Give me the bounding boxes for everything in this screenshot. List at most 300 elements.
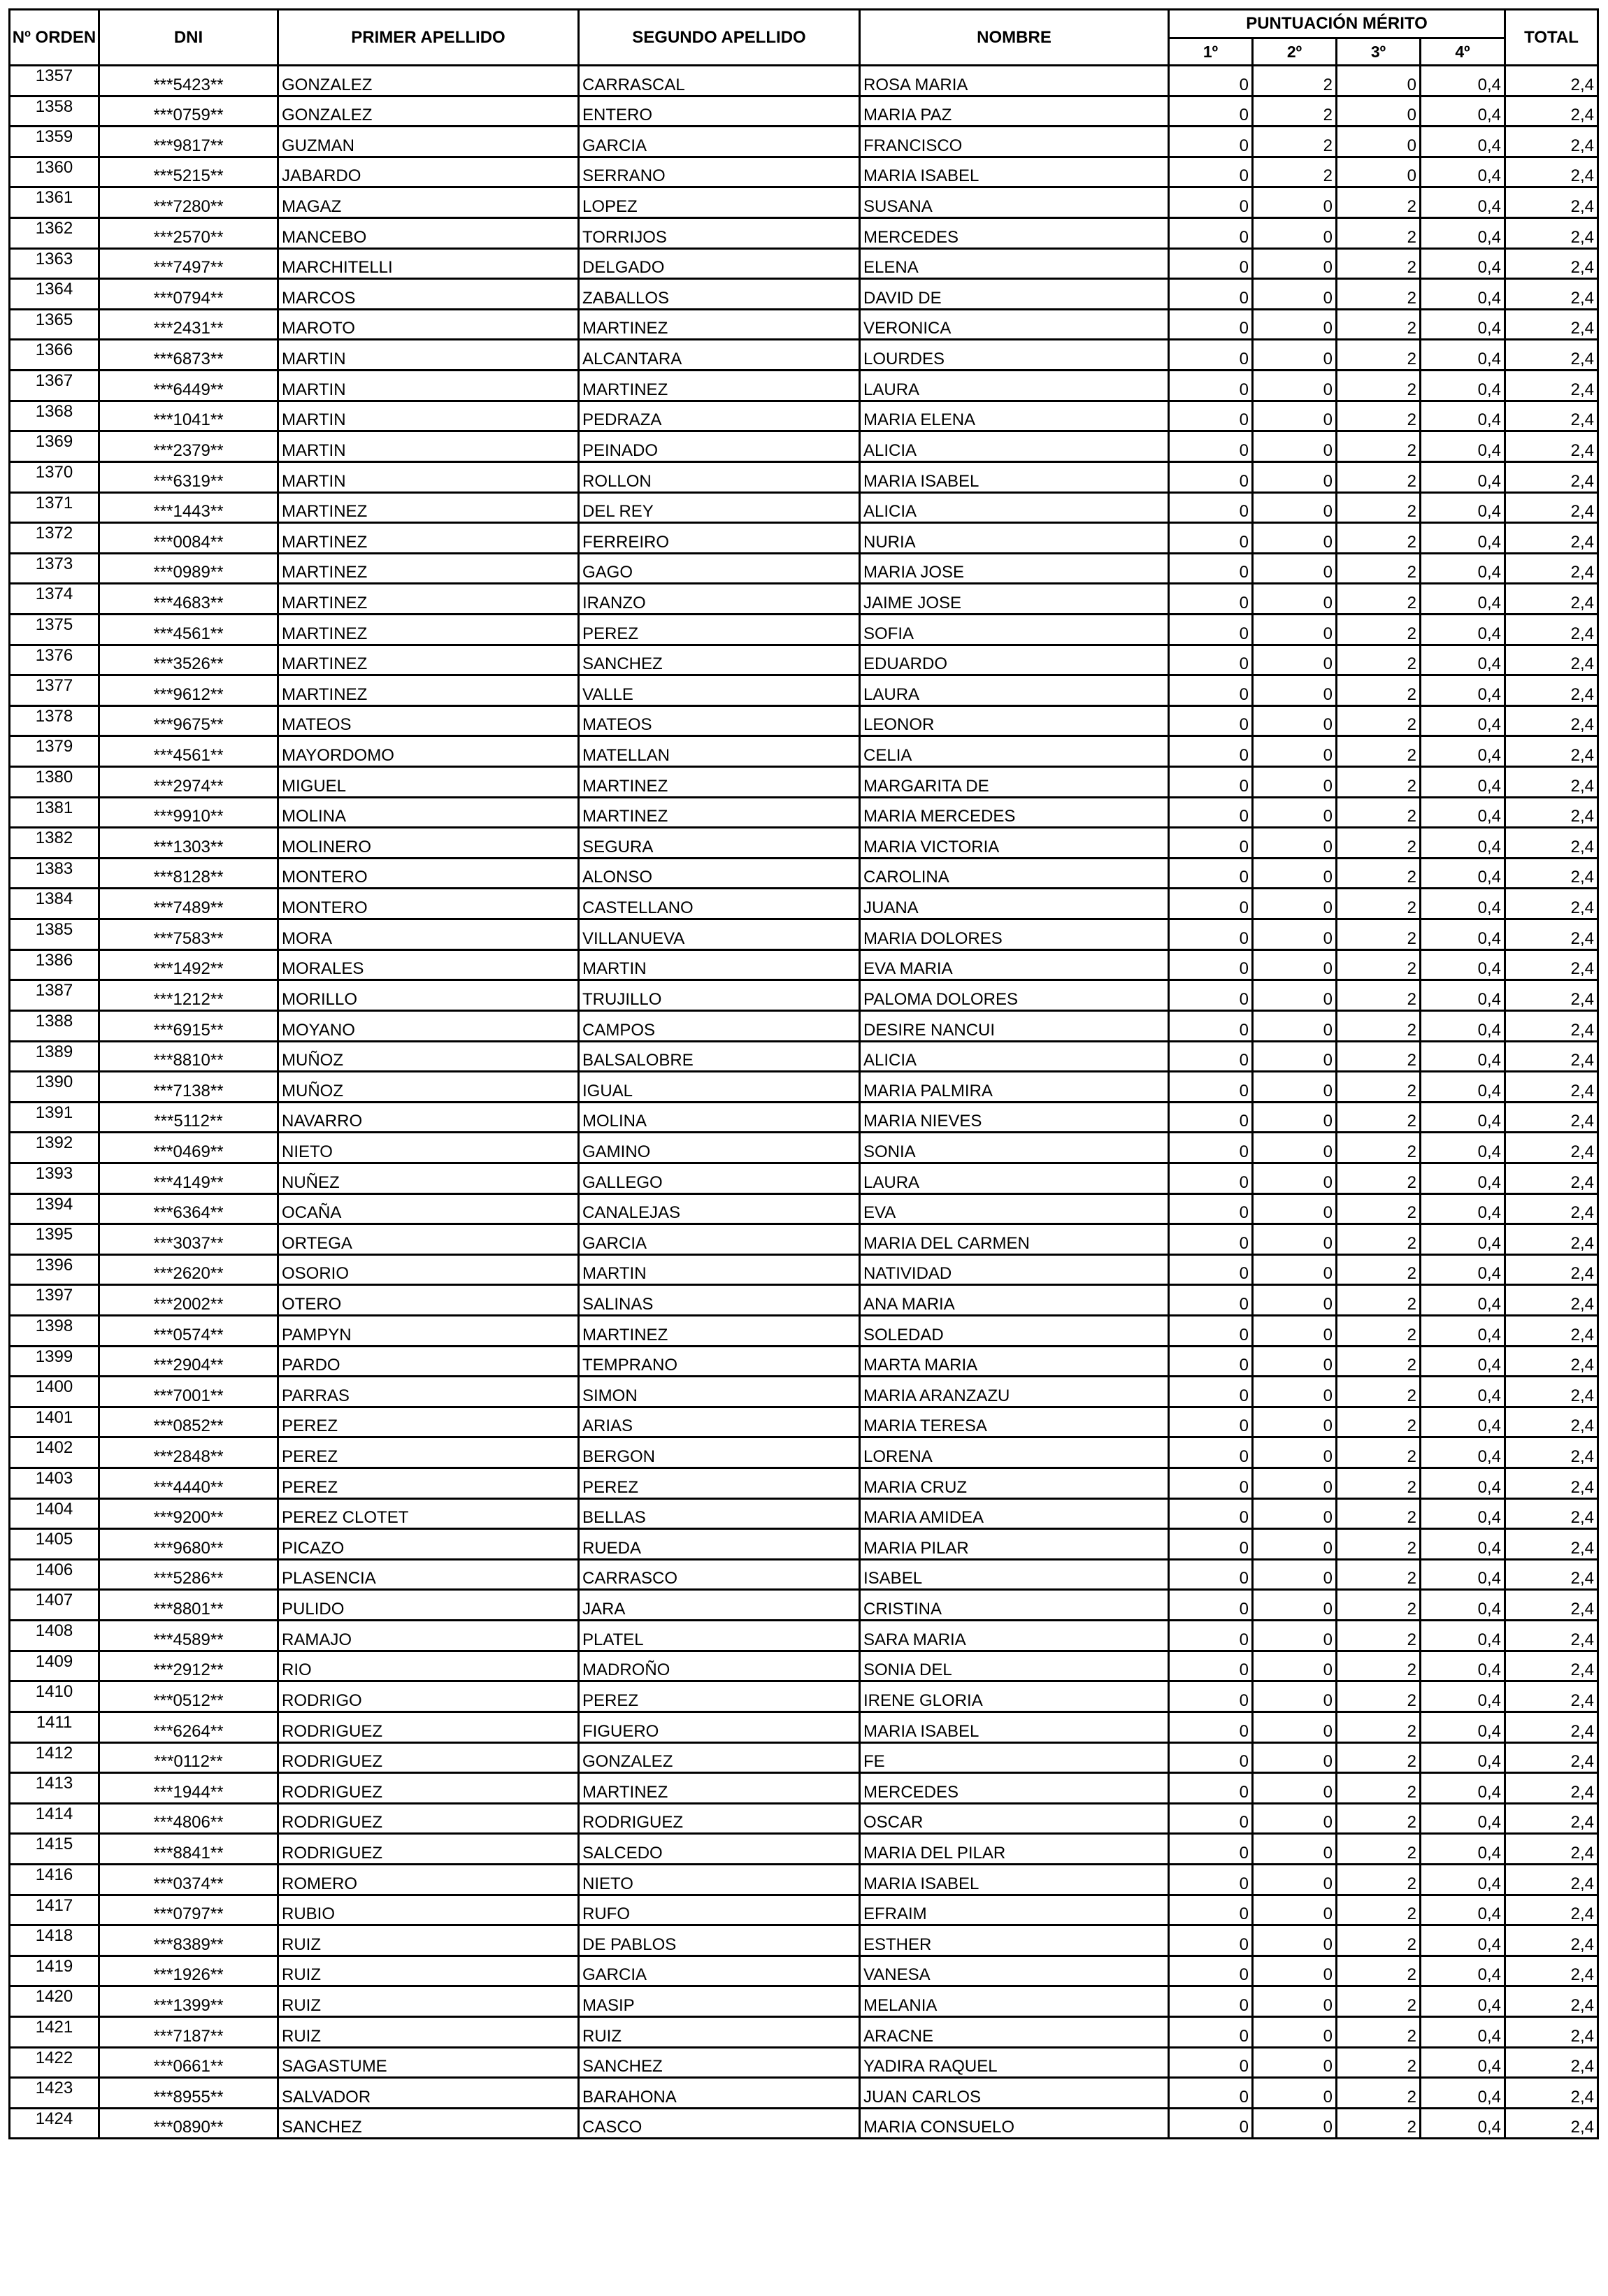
cell-primer-apellido: RODRIGUEZ: [278, 1803, 579, 1834]
cell-total: 2,4: [1505, 797, 1598, 828]
table-row: [10, 401, 1598, 431]
cell-total: 2,4: [1505, 523, 1598, 554]
cell-segundo-apellido: BARAHONA: [579, 2078, 860, 2109]
cell-nombre: MELANIA: [860, 1986, 1169, 2017]
cell-merit-1: 0: [1169, 1010, 1253, 1041]
cell-merit-1: 0: [1169, 1193, 1253, 1224]
table-row: [10, 1315, 1598, 1346]
header-segundo-apellido: SEGUNDO APELLIDO: [579, 10, 860, 66]
cell-merit-1: 0: [1169, 401, 1253, 431]
cell-orden: 1402: [10, 1437, 99, 1468]
cell-merit-1: 0: [1169, 1834, 1253, 1865]
cell-merit-2: 0: [1253, 2108, 1337, 2139]
table-row: [10, 980, 1598, 1011]
table-row: [10, 1834, 1598, 1865]
cell-total: 2,4: [1505, 2078, 1598, 2109]
cell-orden: 1362: [10, 218, 99, 249]
cell-merit-3: 2: [1337, 858, 1421, 889]
cell-merit-4: 0,4: [1421, 949, 1505, 980]
cell-primer-apellido: PULIDO: [278, 1590, 579, 1621]
cell-merit-3: 2: [1337, 1956, 1421, 1986]
cell-dni: ***0794**: [99, 279, 278, 310]
cell-merit-4: 0,4: [1421, 1498, 1505, 1529]
cell-merit-2: 0: [1253, 1254, 1337, 1285]
cell-segundo-apellido: SALINAS: [579, 1285, 860, 1316]
cell-merit-3: 2: [1337, 1072, 1421, 1103]
header-dni: DNI: [99, 10, 278, 66]
cell-merit-4: 0,4: [1421, 1072, 1505, 1103]
cell-total: 2,4: [1505, 675, 1598, 706]
cell-merit-3: 2: [1337, 2078, 1421, 2109]
cell-orden: 1423: [10, 2078, 99, 2109]
cell-merit-1: 0: [1169, 66, 1253, 96]
cell-merit-1: 0: [1169, 1681, 1253, 1712]
cell-merit-3: 2: [1337, 645, 1421, 675]
cell-merit-3: 2: [1337, 1925, 1421, 1956]
cell-orden: 1378: [10, 705, 99, 736]
cell-merit-1: 0: [1169, 1102, 1253, 1133]
cell-total: 2,4: [1505, 1254, 1598, 1285]
cell-dni: ***5112**: [99, 1102, 278, 1133]
cell-merit-2: 0: [1253, 187, 1337, 218]
cell-merit-1: 0: [1169, 96, 1253, 127]
cell-merit-4: 0,4: [1421, 523, 1505, 554]
cell-merit-4: 0,4: [1421, 309, 1505, 340]
cell-total: 2,4: [1505, 279, 1598, 310]
cell-merit-3: 2: [1337, 980, 1421, 1011]
cell-orden: 1389: [10, 1041, 99, 1072]
cell-merit-1: 0: [1169, 187, 1253, 218]
cell-segundo-apellido: MARTINEZ: [579, 797, 860, 828]
cell-orden: 1400: [10, 1377, 99, 1407]
cell-primer-apellido: MARTIN: [278, 340, 579, 371]
cell-dni: ***5215**: [99, 157, 278, 187]
cell-merit-1: 0: [1169, 1072, 1253, 1103]
table-row: [10, 1041, 1598, 1072]
cell-merit-1: 0: [1169, 1925, 1253, 1956]
cell-primer-apellido: MARTINEZ: [278, 645, 579, 675]
header-merit-2: 2º: [1253, 38, 1337, 66]
cell-merit-1: 0: [1169, 1285, 1253, 1316]
cell-total: 2,4: [1505, 1864, 1598, 1895]
cell-merit-1: 0: [1169, 828, 1253, 859]
cell-merit-2: 0: [1253, 645, 1337, 675]
cell-merit-1: 0: [1169, 1224, 1253, 1255]
cell-nombre: FRANCISCO: [860, 127, 1169, 157]
cell-merit-3: 2: [1337, 1468, 1421, 1499]
cell-dni: ***0989**: [99, 553, 278, 584]
cell-merit-2: 2: [1253, 127, 1337, 157]
cell-orden: 1414: [10, 1803, 99, 1834]
cell-merit-2: 0: [1253, 1559, 1337, 1590]
cell-merit-3: 0: [1337, 157, 1421, 187]
cell-nombre: CRISTINA: [860, 1590, 1169, 1621]
cell-merit-2: 0: [1253, 767, 1337, 798]
cell-primer-apellido: RODRIGO: [278, 1681, 579, 1712]
cell-total: 2,4: [1505, 371, 1598, 401]
table-row: [10, 127, 1598, 157]
cell-dni: ***6319**: [99, 461, 278, 492]
cell-nombre: PALOMA DOLORES: [860, 980, 1169, 1011]
cell-merit-4: 0,4: [1421, 248, 1505, 279]
cell-orden: 1382: [10, 828, 99, 859]
cell-segundo-apellido: SIMON: [579, 1377, 860, 1407]
cell-orden: 1373: [10, 553, 99, 584]
cell-merit-3: 2: [1337, 1254, 1421, 1285]
cell-orden: 1368: [10, 401, 99, 431]
cell-merit-3: 2: [1337, 949, 1421, 980]
cell-segundo-apellido: CAMPOS: [579, 1010, 860, 1041]
cell-segundo-apellido: SALCEDO: [579, 1834, 860, 1865]
table-row: [10, 461, 1598, 492]
cell-primer-apellido: RODRIGUEZ: [278, 1712, 579, 1742]
cell-nombre: EFRAIM: [860, 1895, 1169, 1925]
cell-primer-apellido: MARTINEZ: [278, 492, 579, 523]
cell-total: 2,4: [1505, 96, 1598, 127]
cell-merit-1: 0: [1169, 1590, 1253, 1621]
cell-orden: 1410: [10, 1681, 99, 1712]
cell-merit-3: 2: [1337, 401, 1421, 431]
cell-segundo-apellido: MARTINEZ: [579, 1315, 860, 1346]
cell-merit-3: 2: [1337, 1010, 1421, 1041]
cell-primer-apellido: OTERO: [278, 1285, 579, 1316]
cell-dni: ***0469**: [99, 1133, 278, 1163]
cell-segundo-apellido: RUEDA: [579, 1529, 860, 1560]
cell-merit-3: 2: [1337, 828, 1421, 859]
cell-total: 2,4: [1505, 1468, 1598, 1499]
cell-merit-1: 0: [1169, 340, 1253, 371]
cell-merit-2: 0: [1253, 858, 1337, 889]
cell-dni: ***8841**: [99, 1834, 278, 1865]
cell-merit-4: 0,4: [1421, 797, 1505, 828]
cell-merit-2: 0: [1253, 1712, 1337, 1742]
cell-segundo-apellido: TORRIJOS: [579, 218, 860, 249]
cell-primer-apellido: MARTINEZ: [278, 553, 579, 584]
cell-merit-4: 0,4: [1421, 1468, 1505, 1499]
cell-merit-2: 0: [1253, 828, 1337, 859]
cell-merit-4: 0,4: [1421, 2108, 1505, 2139]
cell-nombre: MARIA AMIDEA: [860, 1498, 1169, 1529]
cell-merit-1: 0: [1169, 1986, 1253, 2017]
cell-orden: 1381: [10, 797, 99, 828]
cell-dni: ***1443**: [99, 492, 278, 523]
cell-orden: 1376: [10, 645, 99, 675]
cell-segundo-apellido: ENTERO: [579, 96, 860, 127]
table-row: [10, 2078, 1598, 2109]
cell-primer-apellido: MARCHITELLI: [278, 248, 579, 279]
cell-merit-1: 0: [1169, 461, 1253, 492]
cell-orden: 1405: [10, 1529, 99, 1560]
cell-primer-apellido: GONZALEZ: [278, 66, 579, 96]
cell-merit-1: 0: [1169, 584, 1253, 615]
cell-total: 2,4: [1505, 1193, 1598, 1224]
table-row: [10, 1133, 1598, 1163]
cell-dni: ***6873**: [99, 340, 278, 371]
cell-merit-2: 0: [1253, 1529, 1337, 1560]
cell-orden: 1401: [10, 1407, 99, 1437]
cell-total: 2,4: [1505, 2017, 1598, 2048]
table-row: [10, 1590, 1598, 1621]
cell-total: 2,4: [1505, 127, 1598, 157]
cell-dni: ***4683**: [99, 584, 278, 615]
cell-merit-3: 2: [1337, 1864, 1421, 1895]
cell-nombre: MARIA JOSE: [860, 553, 1169, 584]
cell-merit-3: 2: [1337, 614, 1421, 645]
cell-merit-1: 0: [1169, 1254, 1253, 1285]
cell-orden: 1364: [10, 279, 99, 310]
cell-merit-2: 0: [1253, 523, 1337, 554]
table-row: [10, 1803, 1598, 1834]
cell-primer-apellido: MONTERO: [278, 889, 579, 919]
cell-dni: ***1212**: [99, 980, 278, 1011]
cell-nombre: YADIRA RAQUEL: [860, 2047, 1169, 2078]
cell-dni: ***2912**: [99, 1651, 278, 1681]
cell-orden: 1387: [10, 980, 99, 1011]
cell-nombre: SONIA DEL: [860, 1651, 1169, 1681]
cell-total: 2,4: [1505, 1529, 1598, 1560]
cell-segundo-apellido: GAMINO: [579, 1133, 860, 1163]
cell-merit-2: 0: [1253, 1041, 1337, 1072]
cell-total: 2,4: [1505, 1803, 1598, 1834]
cell-segundo-apellido: TEMPRANO: [579, 1346, 860, 1377]
cell-merit-1: 0: [1169, 1651, 1253, 1681]
cell-total: 2,4: [1505, 1377, 1598, 1407]
table-row: [10, 1072, 1598, 1103]
cell-merit-1: 0: [1169, 1133, 1253, 1163]
cell-merit-2: 0: [1253, 736, 1337, 767]
cell-segundo-apellido: MARTIN: [579, 949, 860, 980]
cell-primer-apellido: MORA: [278, 919, 579, 950]
cell-dni: ***7187**: [99, 2017, 278, 2048]
cell-merit-4: 0,4: [1421, 736, 1505, 767]
cell-nombre: LAURA: [860, 1163, 1169, 1193]
cell-merit-4: 0,4: [1421, 1133, 1505, 1163]
table-row: [10, 248, 1598, 279]
table-row: [10, 1895, 1598, 1925]
cell-segundo-apellido: DELGADO: [579, 248, 860, 279]
cell-dni: ***2904**: [99, 1346, 278, 1377]
cell-merit-1: 0: [1169, 949, 1253, 980]
cell-segundo-apellido: RUIZ: [579, 2017, 860, 2048]
cell-merit-4: 0,4: [1421, 66, 1505, 96]
cell-nombre: LAURA: [860, 675, 1169, 706]
cell-segundo-apellido: MARTINEZ: [579, 309, 860, 340]
cell-merit-3: 2: [1337, 1193, 1421, 1224]
cell-segundo-apellido: PEINADO: [579, 431, 860, 462]
cell-nombre: IRENE GLORIA: [860, 1681, 1169, 1712]
cell-nombre: ROSA MARIA: [860, 66, 1169, 96]
cell-merit-2: 0: [1253, 1163, 1337, 1193]
table-row: [10, 1407, 1598, 1437]
cell-merit-3: 2: [1337, 767, 1421, 798]
table-row: [10, 1377, 1598, 1407]
cell-merit-3: 2: [1337, 1621, 1421, 1651]
cell-nombre: MARIA PALMIRA: [860, 1072, 1169, 1103]
cell-primer-apellido: MANCEBO: [278, 218, 579, 249]
cell-merit-4: 0,4: [1421, 584, 1505, 615]
cell-merit-4: 0,4: [1421, 1041, 1505, 1072]
cell-total: 2,4: [1505, 1315, 1598, 1346]
cell-nombre: JUAN CARLOS: [860, 2078, 1169, 2109]
cell-nombre: LOURDES: [860, 340, 1169, 371]
cell-merit-3: 2: [1337, 1559, 1421, 1590]
cell-nombre: SARA MARIA: [860, 1621, 1169, 1651]
cell-merit-3: 2: [1337, 461, 1421, 492]
cell-nombre: MERCEDES: [860, 1773, 1169, 1804]
cell-orden: 1357: [10, 66, 99, 96]
cell-segundo-apellido: BELLAS: [579, 1498, 860, 1529]
cell-merit-3: 2: [1337, 2108, 1421, 2139]
cell-nombre: SONIA: [860, 1133, 1169, 1163]
cell-merit-3: 0: [1337, 96, 1421, 127]
cell-total: 2,4: [1505, 705, 1598, 736]
cell-total: 2,4: [1505, 66, 1598, 96]
cell-segundo-apellido: JARA: [579, 1590, 860, 1621]
cell-merit-4: 0,4: [1421, 1956, 1505, 1986]
cell-nombre: MARIA ISABEL: [860, 157, 1169, 187]
cell-merit-1: 0: [1169, 980, 1253, 1011]
cell-nombre: MARIA DEL CARMEN: [860, 1224, 1169, 1255]
cell-segundo-apellido: IRANZO: [579, 584, 860, 615]
cell-merit-2: 0: [1253, 1803, 1337, 1834]
cell-merit-4: 0,4: [1421, 96, 1505, 127]
cell-nombre: EVA: [860, 1193, 1169, 1224]
cell-merit-1: 0: [1169, 767, 1253, 798]
cell-primer-apellido: PICAZO: [278, 1529, 579, 1560]
cell-nombre: LORENA: [860, 1437, 1169, 1468]
cell-orden: 1383: [10, 858, 99, 889]
cell-merit-1: 0: [1169, 1377, 1253, 1407]
cell-nombre: MARIA TERESA: [860, 1407, 1169, 1437]
cell-segundo-apellido: BERGON: [579, 1437, 860, 1468]
cell-dni: ***4561**: [99, 614, 278, 645]
cell-orden: 1409: [10, 1651, 99, 1681]
cell-merit-1: 0: [1169, 553, 1253, 584]
cell-orden: 1396: [10, 1254, 99, 1285]
cell-merit-2: 0: [1253, 248, 1337, 279]
cell-orden: 1395: [10, 1224, 99, 1255]
cell-merit-2: 0: [1253, 675, 1337, 706]
cell-merit-3: 2: [1337, 218, 1421, 249]
cell-primer-apellido: RUBIO: [278, 1895, 579, 1925]
cell-merit-3: 2: [1337, 1712, 1421, 1742]
cell-merit-4: 0,4: [1421, 1773, 1505, 1804]
cell-total: 2,4: [1505, 2108, 1598, 2139]
cell-orden: 1407: [10, 1590, 99, 1621]
cell-merit-2: 0: [1253, 1010, 1337, 1041]
cell-merit-2: 0: [1253, 1864, 1337, 1895]
cell-segundo-apellido: DE PABLOS: [579, 1925, 860, 1956]
table-row: [10, 1102, 1598, 1133]
cell-dni: ***2002**: [99, 1285, 278, 1316]
cell-segundo-apellido: ZABALLOS: [579, 279, 860, 310]
cell-nombre: ANA MARIA: [860, 1285, 1169, 1316]
header-merit-1: 1º: [1169, 38, 1253, 66]
cell-merit-4: 0,4: [1421, 1681, 1505, 1712]
cell-primer-apellido: MARTINEZ: [278, 614, 579, 645]
cell-merit-4: 0,4: [1421, 1651, 1505, 1681]
cell-merit-3: 2: [1337, 1163, 1421, 1193]
cell-primer-apellido: GONZALEZ: [278, 96, 579, 127]
cell-primer-apellido: ROMERO: [278, 1864, 579, 1895]
cell-merit-2: 0: [1253, 1346, 1337, 1377]
cell-segundo-apellido: MARTIN: [579, 1254, 860, 1285]
cell-nombre: SUSANA: [860, 187, 1169, 218]
cell-orden: 1377: [10, 675, 99, 706]
cell-merit-3: 0: [1337, 127, 1421, 157]
cell-merit-2: 0: [1253, 614, 1337, 645]
cell-total: 2,4: [1505, 1895, 1598, 1925]
cell-total: 2,4: [1505, 340, 1598, 371]
cell-merit-3: 2: [1337, 1803, 1421, 1834]
table-row: [10, 858, 1598, 889]
cell-total: 2,4: [1505, 431, 1598, 462]
cell-orden: 1392: [10, 1133, 99, 1163]
cell-segundo-apellido: CARRASCO: [579, 1559, 860, 1590]
cell-merit-2: 0: [1253, 2078, 1337, 2109]
table-row: [10, 1742, 1598, 1773]
cell-nombre: MARIA ELENA: [860, 401, 1169, 431]
cell-dni: ***1399**: [99, 1986, 278, 2017]
cell-total: 2,4: [1505, 614, 1598, 645]
cell-orden: 1359: [10, 127, 99, 157]
cell-primer-apellido: ORTEGA: [278, 1224, 579, 1255]
cell-total: 2,4: [1505, 1102, 1598, 1133]
header-merit-3: 3º: [1337, 38, 1421, 66]
cell-merit-3: 2: [1337, 1651, 1421, 1681]
cell-dni: ***9200**: [99, 1498, 278, 1529]
cell-orden: 1415: [10, 1834, 99, 1865]
cell-merit-2: 0: [1253, 1925, 1337, 1956]
cell-merit-4: 0,4: [1421, 889, 1505, 919]
cell-segundo-apellido: MOLINA: [579, 1102, 860, 1133]
cell-segundo-apellido: IGUAL: [579, 1072, 860, 1103]
cell-merit-2: 0: [1253, 705, 1337, 736]
cell-orden: 1421: [10, 2017, 99, 2048]
cell-merit-1: 0: [1169, 1621, 1253, 1651]
cell-nombre: MARIA MERCEDES: [860, 797, 1169, 828]
cell-nombre: CAROLINA: [860, 858, 1169, 889]
cell-segundo-apellido: PEREZ: [579, 614, 860, 645]
cell-nombre: MARTA MARIA: [860, 1346, 1169, 1377]
cell-primer-apellido: MATEOS: [278, 705, 579, 736]
cell-merit-4: 0,4: [1421, 1742, 1505, 1773]
cell-merit-1: 0: [1169, 1468, 1253, 1499]
cell-merit-1: 0: [1169, 889, 1253, 919]
cell-primer-apellido: JABARDO: [278, 157, 579, 187]
cell-merit-3: 2: [1337, 705, 1421, 736]
header-merit-4: 4º: [1421, 38, 1505, 66]
cell-primer-apellido: MONTERO: [278, 858, 579, 889]
cell-total: 2,4: [1505, 1712, 1598, 1742]
cell-merit-3: 2: [1337, 675, 1421, 706]
cell-total: 2,4: [1505, 2047, 1598, 2078]
cell-merit-4: 0,4: [1421, 1437, 1505, 1468]
cell-nombre: MARIA DEL PILAR: [860, 1834, 1169, 1865]
cell-nombre: JAIME JOSE: [860, 584, 1169, 615]
cell-total: 2,4: [1505, 157, 1598, 187]
cell-merit-4: 0,4: [1421, 492, 1505, 523]
cell-primer-apellido: MOYANO: [278, 1010, 579, 1041]
cell-segundo-apellido: PEREZ: [579, 1681, 860, 1712]
table-row: [10, 1285, 1598, 1316]
cell-primer-apellido: MAYORDOMO: [278, 736, 579, 767]
cell-segundo-apellido: SEGURA: [579, 828, 860, 859]
cell-total: 2,4: [1505, 492, 1598, 523]
table-row: [10, 949, 1598, 980]
table-row: [10, 1773, 1598, 1804]
cell-orden: 1424: [10, 2108, 99, 2139]
